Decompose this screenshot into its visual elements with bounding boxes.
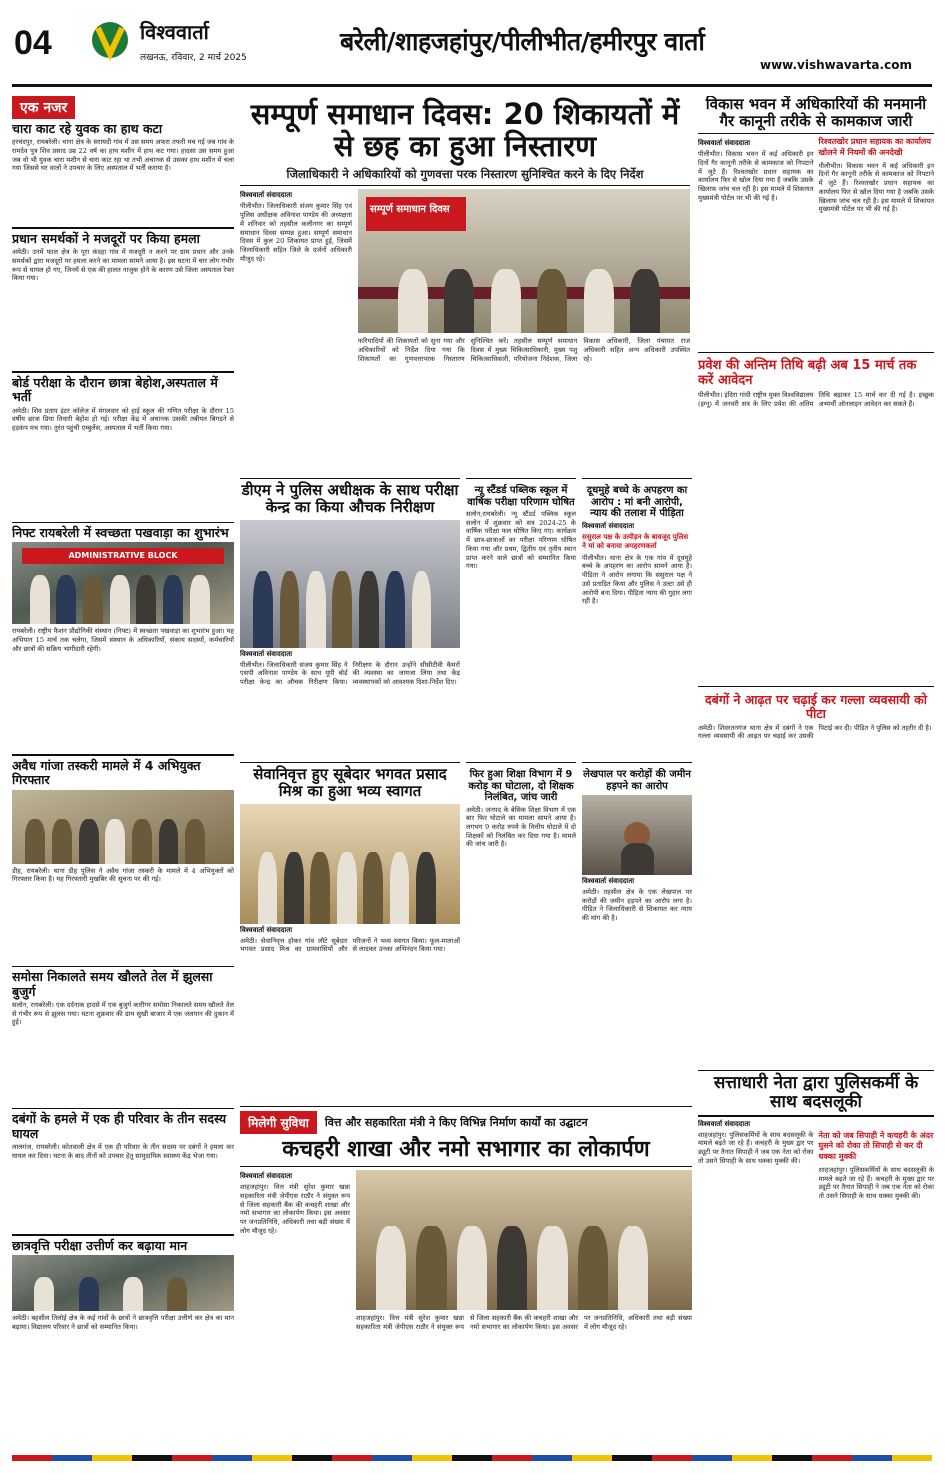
- story-headline: सत्ताधारी नेता द्वारा पुलिसकर्मी के साथ बदसलूकी: [713, 1073, 919, 1113]
- brief-headline: निफ्ट रायबरेली में स्वच्छता पखवाड़ा का शुभारंभ: [12, 525, 229, 540]
- paper-name: विश्ववार्ता: [140, 20, 209, 44]
- dateline: लखनऊ, रविवार, 2 मार्च 2025: [140, 53, 247, 63]
- brief-body: अमेठी। शिव प्रताप इंटर कॉलेज में मंगलवार को हाई स्कूल की गणित परीक्षा के दौरान 15 वर्षीय छात्रा प्रिया तिवारी बेहोश हो गई। परीक्षा केंद्र में अचानक उसकी तबीयत बिगड़ने से हड़कंप मच गया। तुरंत पहुंची एम्बुलेंस, अस्पताल में भर्ती किया गया।: [12, 406, 234, 432]
- story-headline: प्रवेश की अन्तिम तिथि बढ़ी अब 15 मार्च तक करें आवेदन: [698, 358, 917, 388]
- story-body: पीलीभीत। थाना क्षेत्र के एक गांव में दूधमुहे बच्चे के अपहरण का आरोप सामने आया है। पीड़िता ने आरोप लगाया कि ससुराल पक्ष ने उसे प्रताड़ित किया और पुलिस ने उल्टा उसे ही आरोपी बना दिया। पीड़िता न्याय की गुहार लगा रही है।: [582, 553, 692, 606]
- divider: [12, 522, 234, 524]
- brief-headline: अवैध गांजा तस्करी मामले में 4 अभियुक्त गिरफ्तार: [12, 757, 201, 788]
- header-rule: [12, 84, 932, 87]
- school-result-story: [466, 478, 576, 758]
- subedar-welcome-photo: [240, 804, 460, 924]
- brief-body: सलोन, रायबरेली। एक दर्दनाक हादसे में एक बुजुर्ग कारीगर समोसा निकालते समय खौलते तेल से गंभीर रूप से झुलस गया। घटना शुक्रवार की ग्राम सुखी बाजार में एक जलपान की दुकान में हुई।: [12, 1000, 234, 1027]
- story-body: शाहजहांपुर। पुलिसकर्मियों के साथ बदसलूकी के मामले बढ़ते जा रहे हैं। कचहरी के मुख्य द्वार पर ड्यूटी पर तैनात सिपाही ने जब एक नेता को रोका तो उसने सिपाही के साथ धक्का मुक्की की।: [698, 1130, 814, 1165]
- nift-photo: [12, 542, 234, 624]
- story-headline: लेखपाल पर करोड़ों की जमीन हड़पने का आरोप: [583, 769, 691, 792]
- story-body: अमेठी। जनपद के बेसिक शिक्षा विभाग में एक बार फिर घोटाले का मामला सामने आया है। लगभग 9 करोड़ रुपये के वित्तीय घोटाले में दो शिक्षकों को निलंबित कर दिया गया है। मामले की जांच जारी है।: [466, 805, 576, 849]
- masthead: [0, 0, 945, 92]
- print-color-bar: [12, 1455, 932, 1461]
- story-body-cont: पीलीभीत। विकास भवन में कई अधिकारी इन दिनों गैर कानूनी तरीके से कामकाज को निपटाने में जुटे हैं। रिश्वतखोर प्रधान सहायक का कार्यालय फिर से खोल दिया गया है जबकि उसके खिलाफ जांच चल रही है। इस मामले में शिकायत मुख्यमंत्री पोर्टल पर भी की गई है।: [818, 161, 934, 214]
- shiksha-scam-story: [466, 762, 576, 1102]
- police-misconduct-story: [698, 1070, 934, 1452]
- brief-headline: चारा काट रहे युवक का हाथ कटा: [12, 121, 163, 136]
- brief-headline: छात्रवृत्ति परीक्षा उत्तीर्ण कर बढ़ाया मान: [12, 1237, 188, 1253]
- story-body: अमेठी। तहसील क्षेत्र के एक लेखपाल पर करोड़ों की जमीन हड़पने का आरोप लगा है। पीड़ित ने जिलाधिकारी से शिकायत कर न्याय की मांग की है।: [582, 888, 692, 923]
- lead-subhead: जिलाधिकारी ने अधिकारियों को गुणवत्ता परक निस्तारण सुनिश्चित करने के दिए निर्देश: [286, 166, 644, 181]
- story-body-cont: शाहजहांपुर। वित्त मंत्री सुरेश कुमार खन्ना सहकारिता मंत्री जेपीएस राठौर ने संयुक्त रूप से जिला सहकारी बैंक की कचहरी शाखा और नमो सभागार का लोकार्पण किया। इस अवसर पर जनप्रतिनिधि, अधिकारी तथा बड़ी संख्या में लोग मौजूद रहे।: [356, 1314, 692, 1331]
- divider: [12, 1234, 234, 1236]
- story-headline: विकास भवन में अधिकारियों की मनमानी गैर कानूनी तरीके से कामकाज जारी: [705, 96, 927, 130]
- brief-headline: प्रधान समर्थकों ने मजदूरों पर किया हमला: [12, 230, 200, 246]
- story-body: सलोन,रायबरेली। न्यू स्टैंडर्ड पब्लिक स्कूल सलोन में शुक्रवार को सत्र 2024-25 के वार्षिक परीक्षा फल घोषित किए गए। कार्यक्रम में छात्र-छात्राओं का परीक्षा परिणाम घोषित किया गया और प्रथम, द्वितीय एवं तृतीय स्थान प्राप्त करने वाले छात्रों को सम्मानित किया गया।: [466, 510, 576, 571]
- sidebox-strap: ससुराल पक्ष के उत्पीड़न के बावजूद पुलिस ने मां को बनाया अपहरणकर्ता: [582, 532, 689, 550]
- photo-caption: ADMINISTRATIVE BLOCK: [22, 548, 224, 564]
- story-headline: डीएम ने पुलिस अधीक्षक के साथ परीक्षा केन्द्र का किया औचक निरीक्षण: [241, 481, 459, 516]
- students-photo: [12, 1255, 234, 1311]
- sidebox-strap: नेता को जब सिपाही ने कचहरी के अंदर घुसने को रोका तो सिपाही से कर दी धक्का मुक्की: [818, 1130, 934, 1162]
- tag-badge: मिलेगी सुविधा: [240, 1111, 317, 1134]
- brief-body: लालगंज, रायबरेली। कोतवाली क्षेत्र में एक ही परिवार के तीन सदस्य पर दबंगों ने हमला कर घायल कर दिया। घटना के बाद तीनों को उपचार हेतु सामुदायिक स्वास्थ्य केंद्र भेजा गया।: [12, 1143, 234, 1160]
- divider: [12, 371, 234, 373]
- lead-headline: सम्पूर्ण समाधान दिवस: 20 शिकायतों में से छह का हुआ निस्तारण: [250, 97, 680, 164]
- story-body: शाहजहांपुर। वित्त मंत्री सुरेश कुमार खन्ना सहकारिता मंत्री जेपीएस राठौर ने संयुक्त रूप से जिला सहकारी बैंक की कचहरी शाखा और नमो सभागार का लोकार्पण किया। इस अवसर पर जनप्रतिनिधि, अधिकारी तथा बड़ी संख्या में लोग मौजूद रहे।: [240, 1183, 350, 1235]
- divider: [240, 185, 690, 187]
- edition-title: बरेली/शाहजहांपुर/पीलीभीत/हमीरपुर वार्ता: [340, 27, 705, 56]
- kicker-ek-nazar: एक नजर: [12, 96, 75, 119]
- byline: विश्ववार्ता संवाददाता: [698, 139, 751, 148]
- divider: [12, 1108, 234, 1110]
- brief-headline: बोर्ड परीक्षा के दौरान छात्रा बेहोश,अस्पताल में भर्ती: [12, 374, 218, 405]
- story-headline: न्यू स्टैंडर्ड पब्लिक स्कूल में वार्षिक परीक्षा परिणाम घोषित: [467, 485, 575, 508]
- byline: विश्ववार्ता संवाददाता: [240, 191, 293, 200]
- story-body: पीलीभीत। जिलाधिकारी संजय कुमार सिंह ने एसपी अविनाश पाण्डेय के साथ यूपी बोर्ड परीक्षा केन्द्र का औचक निरीक्षण किया। निरीक्षण के दौरान उन्होंने सीसीटीवी कैमरों की व्यवस्था का जायजा लिया तथा केंद्र व्यवस्थापकों को आवश्यक दिशा-निर्देश दिए।: [240, 660, 460, 686]
- story-body: अमेठी। सेवानिवृत्त होकर गांव लौटे सूबेदार भगवत प्रसाद मिश्र का ग्रामवासियों और परिजनों ने भव्य स्वागत किया। फूल-मालाओं से लादकर उनका अभिनंदन किया गया।: [240, 936, 460, 954]
- divider: [240, 1166, 692, 1168]
- photo-banner: सम्पूर्ण समाधान दिवस: [366, 197, 466, 231]
- police-arrest-photo: [12, 790, 234, 864]
- kidnap-story: [582, 478, 692, 758]
- divider: [12, 227, 234, 229]
- brief-body: अमेठी। उनमें फाल क्षेत्र के पूरा कंदहा गांव में मजदूरी न करने पर ग्राम प्रधान और उनके समर्थकों द्वारा मजदूरों पर हमला करने का मामला सामने आया है। इस घटना में चार लोग गंभीर रूप से घायल हो गए, जिनमें से एक की हालत नाजुक होने के कारण उसे जिला अस्पताल रेफर किया गया।: [12, 248, 234, 283]
- left-column: [12, 96, 234, 1451]
- brief-body: हरचंदपुर, रायबरेली। थाना क्षेत्र के सरायदी गांव में उस समय अफरा तफरी मच गई जब गांव के रामदेव पुत्र शिव प्रसाद उम्र 22 वर्ष का हाथ मशीन में हाथ कट गया। हादसा उस समय हुआ जब वो भी युवक चारा मशीन से चारा काट रहा था तभी अचानक से उसका हाथ मशीन में चला गया जिससे घर वालों ने उपचार के लिए अस्पताल में भर्ती कराया है।: [12, 138, 234, 173]
- strap-line: वित्त और सहकारिता मंत्री ने किए विभिन्न निर्माण कार्यों का उद्घाटन: [324, 1116, 588, 1129]
- inauguration-photo: [356, 1170, 692, 1310]
- byline: विश्ववार्ता संवाददाता: [582, 521, 635, 530]
- story-headline: फिर हुआ शिक्षा विभाग में 9 करोड़ का घोटाला, दो शिक्षक निलंबित, जांच जारी: [468, 769, 574, 803]
- page-number: 04: [14, 24, 52, 62]
- bottom-lead-story: [240, 1106, 692, 1451]
- vishwavarta-logo-icon: [90, 18, 130, 62]
- byline: विश्ववार्ता संवाददाता: [240, 925, 293, 934]
- byline: विश्ववार्ता संवाददाता: [582, 877, 635, 885]
- story-headline: दूधमुहे बच्चे के अपहरण का आरोप : मां बनी आरोपी, न्याय की तलाश में पीड़िता: [586, 485, 688, 519]
- dm-inspection-photo: [240, 520, 460, 648]
- story-headline: दबंगों ने आढ़त पर चढ़ाई कर गल्ला व्यवसायी को पीटा: [705, 692, 927, 722]
- dm-inspection-story: [240, 478, 460, 758]
- brief-headline: समोसा निकालते समय खौलते तेल में झुलसा बुजुर्ग: [12, 969, 213, 999]
- brief-headline: दबंगों के हमले में एक ही परिवार के तीन सदस्य घायल: [12, 1111, 227, 1141]
- story-body-cont: शाहजहांपुर। पुलिसकर्मियों के साथ बदसलूकी के मामले बढ़ते जा रहे हैं। कचहरी के मुख्य द्वार पर ड्यूटी पर तैनात सिपाही ने जब एक नेता को रोका तो उसने सिपाही के साथ धक्का मुक्की की।: [818, 1165, 934, 1201]
- byline: विश्ववार्ता संवाददाता: [698, 1119, 751, 1128]
- lekhpal-story: [582, 762, 692, 1102]
- divider: [698, 133, 934, 135]
- vikas-bhawan-story: [698, 96, 934, 346]
- brief-body: रायबरेली। राष्ट्रीय फैशन प्रौद्योगिकी संस्थान (निफ्ट) में स्वच्छता पखवाड़ा का शुभारंभ हुआ। यह अभियान 15 मार्च तक चलेगा, जिसमें संस्थान के अधिकारियों, संकाय सदस्यों, कर्मचारियों और छात्रों की सक्रिय भागीदारी रहेगी।: [12, 627, 234, 653]
- lekhpal-photo: [582, 795, 692, 875]
- divider: [12, 754, 234, 756]
- story-headline: कचहरी शाखा और नमो सभागार का लोकार्पण: [282, 1137, 650, 1162]
- byline: विश्ववार्ता संवाददाता: [240, 1172, 293, 1181]
- lead-body-2: फरियादियों की शिकायतों को सुना गया और अधिकारियों को निर्देश दिया गया कि शिकायतों का गुणवत्तापरक निस्तारण सुनिश्चित करें। तहसील सम्पूर्ण समाधान दिवस में मुख्य चिकित्साधिकारी, मुख्य पशु चिकित्साधिकारी, परियोजना निदेशक, जिला विकास अधिकारी, जिला पंचायत राज अधिकारी सहित अन्य अधिकारी उपस्थित रहे।: [358, 337, 690, 363]
- website-link[interactable]: www.vishwavarta.com: [760, 58, 912, 72]
- sidebox-strap: रिश्वतखोर प्रधान सहायक का कार्यालय खोलने में नियमों की अनदेखी: [818, 137, 931, 157]
- brief-body: अमेठी। बहसील तिलोई क्षेत्र के कई गांवों के छात्रों ने छात्रवृत्ति परीक्षा उत्तीर्ण कर क्षेत्र का मान बढ़ाया। विद्यालय परिवार ने छात्रों को सम्मानित किया।: [12, 1314, 234, 1331]
- lead-body-1: पीलीभीत। जिलाधिकारी संजय कुमार सिंह एवं पुलिस अधीक्षक अविनाश पाण्डेय की अध्यक्षता में शनिवार को तहसील कलीनगर का सम्पूर्ण समाधान दिवस सम्पन्न हुआ। सम्पूर्ण समाधान दिवस में कुल 20 शिकायत प्राप्त हुई, जिसमें जिलाधिकारी सहित जिले के दर्जनों अधिकारी मौजूद रहे।: [240, 202, 352, 263]
- divider: [698, 1115, 934, 1117]
- story-body: पीलीभीत। इंदिरा गांधी राष्ट्रीय मुक्त विश्वविद्यालय (इग्नू) में जनवरी सत्र के लिए प्रवेश की अंतिम तिथि बढ़ाकर 15 मार्च कर दी गई है। इच्छुक अभ्यर्थी ऑनलाइन आवेदन कर सकते हैं।: [698, 390, 934, 408]
- subedar-story: [240, 762, 460, 1102]
- lead-story: [240, 96, 690, 476]
- byline: विश्ववार्ता संवाददाता: [240, 649, 293, 658]
- story-headline: सेवानिवृत्त हुए सूबेदार भगवत प्रसाद मिश्र का हुआ भव्य स्वागत: [253, 765, 447, 800]
- story-body: अमेठी। शिवरतनगंज थाना क्षेत्र में दबंगों ने एक गल्ला व्यवसायी की आढ़त पर चढ़ाई कर उसकी पिटाई कर दी। पीड़ित ने पुलिस को तहरीर दी है।: [698, 723, 932, 741]
- pravesh-story: [698, 352, 934, 682]
- samadhan-diwas-photo: [358, 189, 690, 333]
- brief-body: डीह, रायबरेली। थाना डीह पुलिस ने अवैध गांजा तस्करी के मामले में 4 अभियुक्तों को गिरफ्तार किया है। यह गिरफ्तारी मुखबिर की सूचना पर की गई।: [12, 866, 234, 884]
- attack-story: [698, 686, 934, 1066]
- story-body: पीलीभीत। विकास भवन में कई अधिकारी इन दिनों गैर कानूनी तरीके से कामकाज को निपटाने में जुटे हैं। रिश्वतखोर प्रधान सहायक का कार्यालय फिर से खोल दिया गया है जबकि उसके खिलाफ जांच चल रही है। इस मामले में शिकायत मुख्यमंत्री पोर्टल पर भी की गई है।: [698, 150, 814, 202]
- divider: [12, 966, 234, 968]
